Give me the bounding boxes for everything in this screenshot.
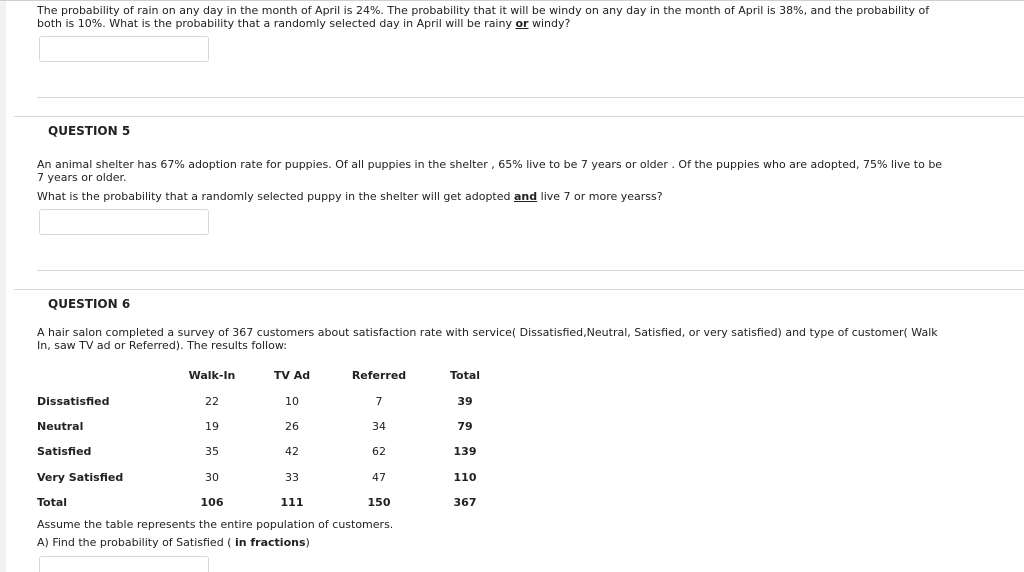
- table-header-total: Total: [449, 369, 481, 383]
- survey-table: [37, 363, 509, 515]
- q6-text-line2: In, saw TV ad or Referred). The results follow:: [37, 339, 287, 352]
- q6-emphasis-fractions: in fractions: [234, 536, 306, 549]
- q5-emphasis-and: and: [514, 190, 538, 203]
- q4-text-line1: The probability of rain on any day in the month of April is 24%. The probability that it will be windy on any day in the month of April is 38%, and the probability of: [37, 4, 930, 17]
- table-header-walkin: Walk-In: [188, 369, 236, 383]
- table-cell: 7: [375, 394, 383, 408]
- q4-text-line2: [37, 17, 570, 30]
- table-cell: 47: [372, 470, 386, 484]
- table-header-tvad: TV Ad: [273, 369, 311, 383]
- row-total: 110: [453, 470, 477, 484]
- table-cell: 10: [285, 394, 299, 408]
- table-cell: 35: [205, 445, 219, 459]
- q4-separator: [37, 97, 1024, 98]
- table-header-row: [37, 363, 509, 388]
- q5-answer-input[interactable]: [39, 209, 209, 235]
- column-total: 106: [200, 496, 224, 510]
- table-cell: 19: [205, 419, 219, 433]
- q6-note: Assume the table represents the entire population of customers.: [37, 518, 394, 531]
- table-cell: 30: [205, 470, 219, 484]
- q4-text-post: windy?: [528, 17, 571, 30]
- row-label: Total: [37, 496, 68, 510]
- table-cell: 34: [372, 419, 386, 433]
- q6-answer-input[interactable]: [39, 556, 209, 572]
- row-total: 139: [453, 445, 477, 459]
- q6-part-a: [37, 536, 310, 549]
- q5-text-line2: 7 years or older.: [37, 171, 127, 184]
- q4-text-pre: both is 10%. What is the probability that a randomly selected day in April will be rainy: [37, 17, 516, 30]
- table-cell: 62: [372, 445, 386, 459]
- table-row: [37, 414, 509, 439]
- q4-answer-input[interactable]: [39, 36, 209, 62]
- q6-part-a-post: ): [305, 536, 310, 549]
- table-row: [37, 439, 509, 464]
- row-total: 39: [457, 394, 473, 408]
- row-total: 79: [457, 419, 473, 433]
- column-total: 111: [280, 496, 304, 510]
- top-divider: [0, 0, 1024, 1]
- q5-text-line3: [37, 190, 663, 203]
- grand-total: 367: [453, 496, 477, 510]
- table-cell: 42: [285, 445, 299, 459]
- table-cell: 26: [285, 419, 299, 433]
- q5-top-border: [14, 116, 1024, 117]
- table-cell: 22: [205, 394, 219, 408]
- q5-title: QUESTION 5: [48, 124, 131, 138]
- table-row: [37, 388, 509, 413]
- q6-part-a-pre: A) Find the probability of Satisfied (: [37, 536, 235, 549]
- q5-text-post: live 7 or more yearss?: [537, 190, 663, 203]
- q5-separator: [37, 270, 1024, 271]
- q6-top-border: [14, 289, 1024, 290]
- table-row: [37, 465, 509, 490]
- row-label: Neutral: [37, 419, 84, 433]
- table-header-blank: [37, 363, 177, 388]
- q6-text-line1: A hair salon completed a survey of 367 customers about satisfaction rate with service( Dissatisfied,Neutral, Satisfied, or very satisfied) and type of customer( Walk: [37, 326, 938, 339]
- q4-emphasis-or: or: [515, 17, 529, 30]
- table-header-referred: Referred: [351, 369, 407, 383]
- q6-title: QUESTION 6: [48, 297, 131, 311]
- table-total-row: [37, 490, 509, 515]
- q5-text-pre: What is the probability that a randomly selected puppy in the shelter will get adopted: [37, 190, 514, 203]
- column-total: 150: [367, 496, 391, 510]
- left-gutter: [0, 0, 6, 572]
- q5-text-line1: An animal shelter has 67% adoption rate for puppies. Of all puppies in the shelter , 65% live to be 7 years or older . Of the puppies who are adopted, 75% live to be: [37, 158, 943, 171]
- row-label: Satisfied: [37, 445, 92, 459]
- row-label: Very Satisfied: [37, 470, 124, 484]
- row-label: Dissatisfied: [37, 394, 110, 408]
- table-cell: 33: [285, 470, 299, 484]
